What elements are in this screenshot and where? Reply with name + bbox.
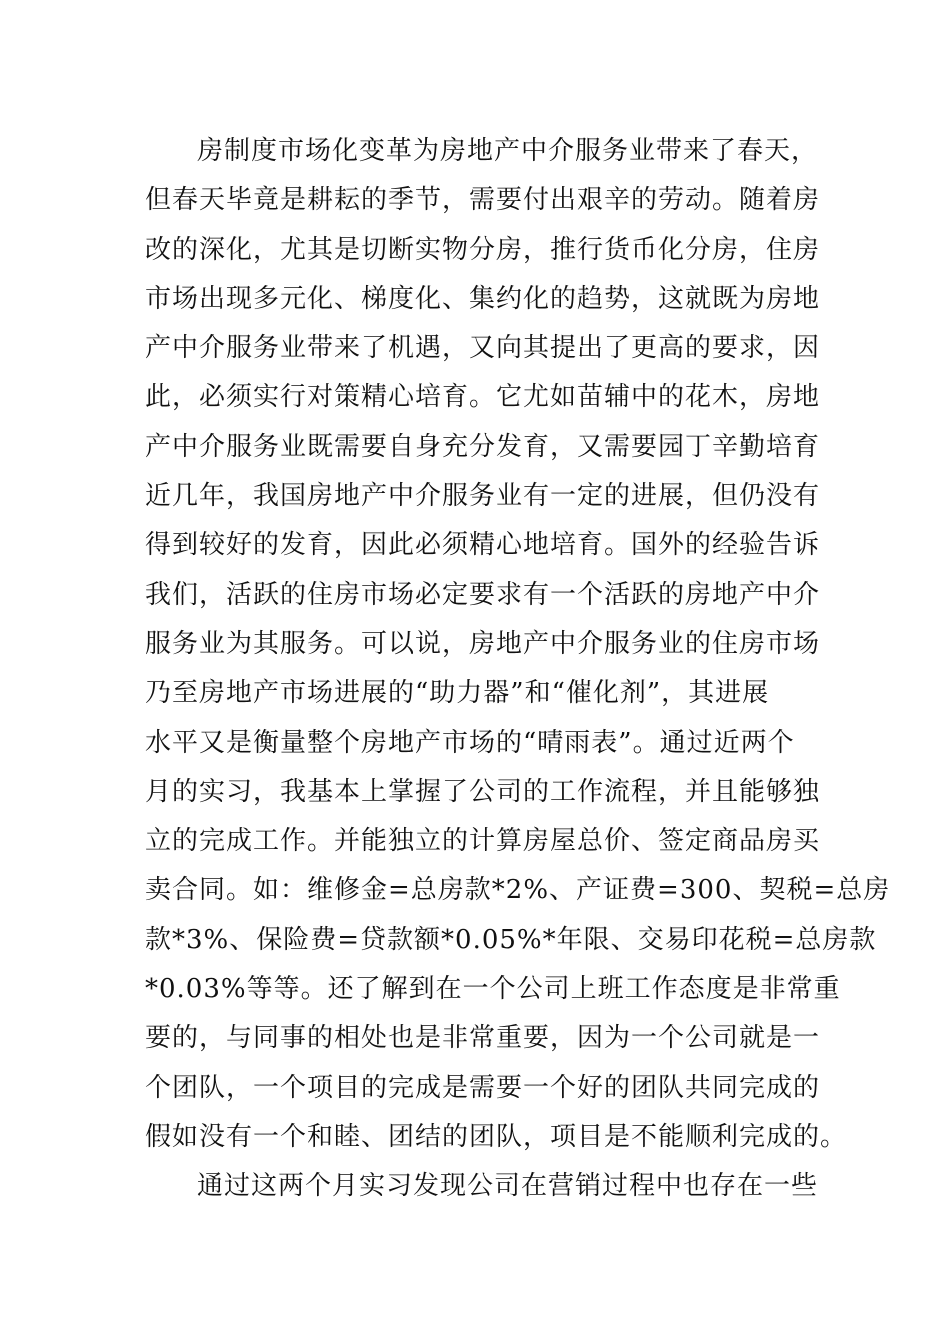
text-line: 近几年，我国房地产中介服务业有一定的进展，但仍没有 [145, 481, 821, 512]
paragraph-2 [145, 1162, 825, 1211]
text-line: 假如没有一个和睦、团结的团队，项目是不能顺利完成的。 [145, 1121, 848, 1152]
text-line: 乃至房地产市场进展的“助力器”和“催化剂”，其进展 [145, 678, 770, 709]
text-line: 立的完成工作。并能独立的计算房屋总价、签定商品房买 [145, 826, 821, 857]
text-line: 产中介服务业带来了机遇，又向其提出了更高的要求，因 [145, 333, 821, 364]
document-body [145, 127, 891, 1212]
text-line: 此，必须实行对策精心培育。它尤如苗辅中的花木，房地 [145, 382, 821, 413]
text-line: 月的实习，我基本上掌握了公司的工作流程，并且能够独 [145, 776, 821, 807]
text-line: 改的深化，尤其是切断实物分房，推行货币化分房，住房 [145, 234, 821, 265]
text-line: 得到较好的发育，因此必须精心地培育。国外的经验告诉 [145, 530, 821, 561]
text-line: 服务业为其服务。可以说，房地产中介服务业的住房市场 [145, 628, 821, 659]
text-line: 要的，与同事的相处也是非常重要，因为一个公司就是一 [145, 1023, 821, 1054]
text-line: 卖合同。如：维修金=总房款*2%、产证费=300、契税=总房 [145, 875, 891, 906]
text-line: 但春天毕竟是耕耘的季节，需要付出艰辛的劳动。随着房 [145, 185, 821, 216]
paragraph-1 [145, 127, 891, 1162]
text-line: 房制度市场化变革为房地产中介服务业带来了春天， [197, 136, 819, 166]
text-line: 个团队，一个项目的完成是需要一个好的团队共同完成的 [145, 1072, 821, 1103]
text-line: 我们，活跃的住房市场必定要求有一个活跃的房地产中介 [145, 579, 821, 610]
text-line: *0.03%等等。还了解到在一个公司上班工作态度是非常重 [145, 974, 841, 1005]
text-line: 市场出现多元化、梯度化、集约化的趋势，这就既为房地 [145, 283, 821, 314]
text-line: 通过这两个月实习发现公司在营销过程中也存在一些 [197, 1171, 819, 1202]
text-line: 水平又是衡量整个房地产市场的“晴雨表”。通过近两个 [145, 727, 795, 758]
text-line: 产中介服务业既需要自身充分发育，又需要园丁辛勤培育 [145, 431, 821, 462]
text-line: 款*3%、保险费=贷款额*0.05%*年限、交易印花税=总房款 [145, 924, 877, 955]
